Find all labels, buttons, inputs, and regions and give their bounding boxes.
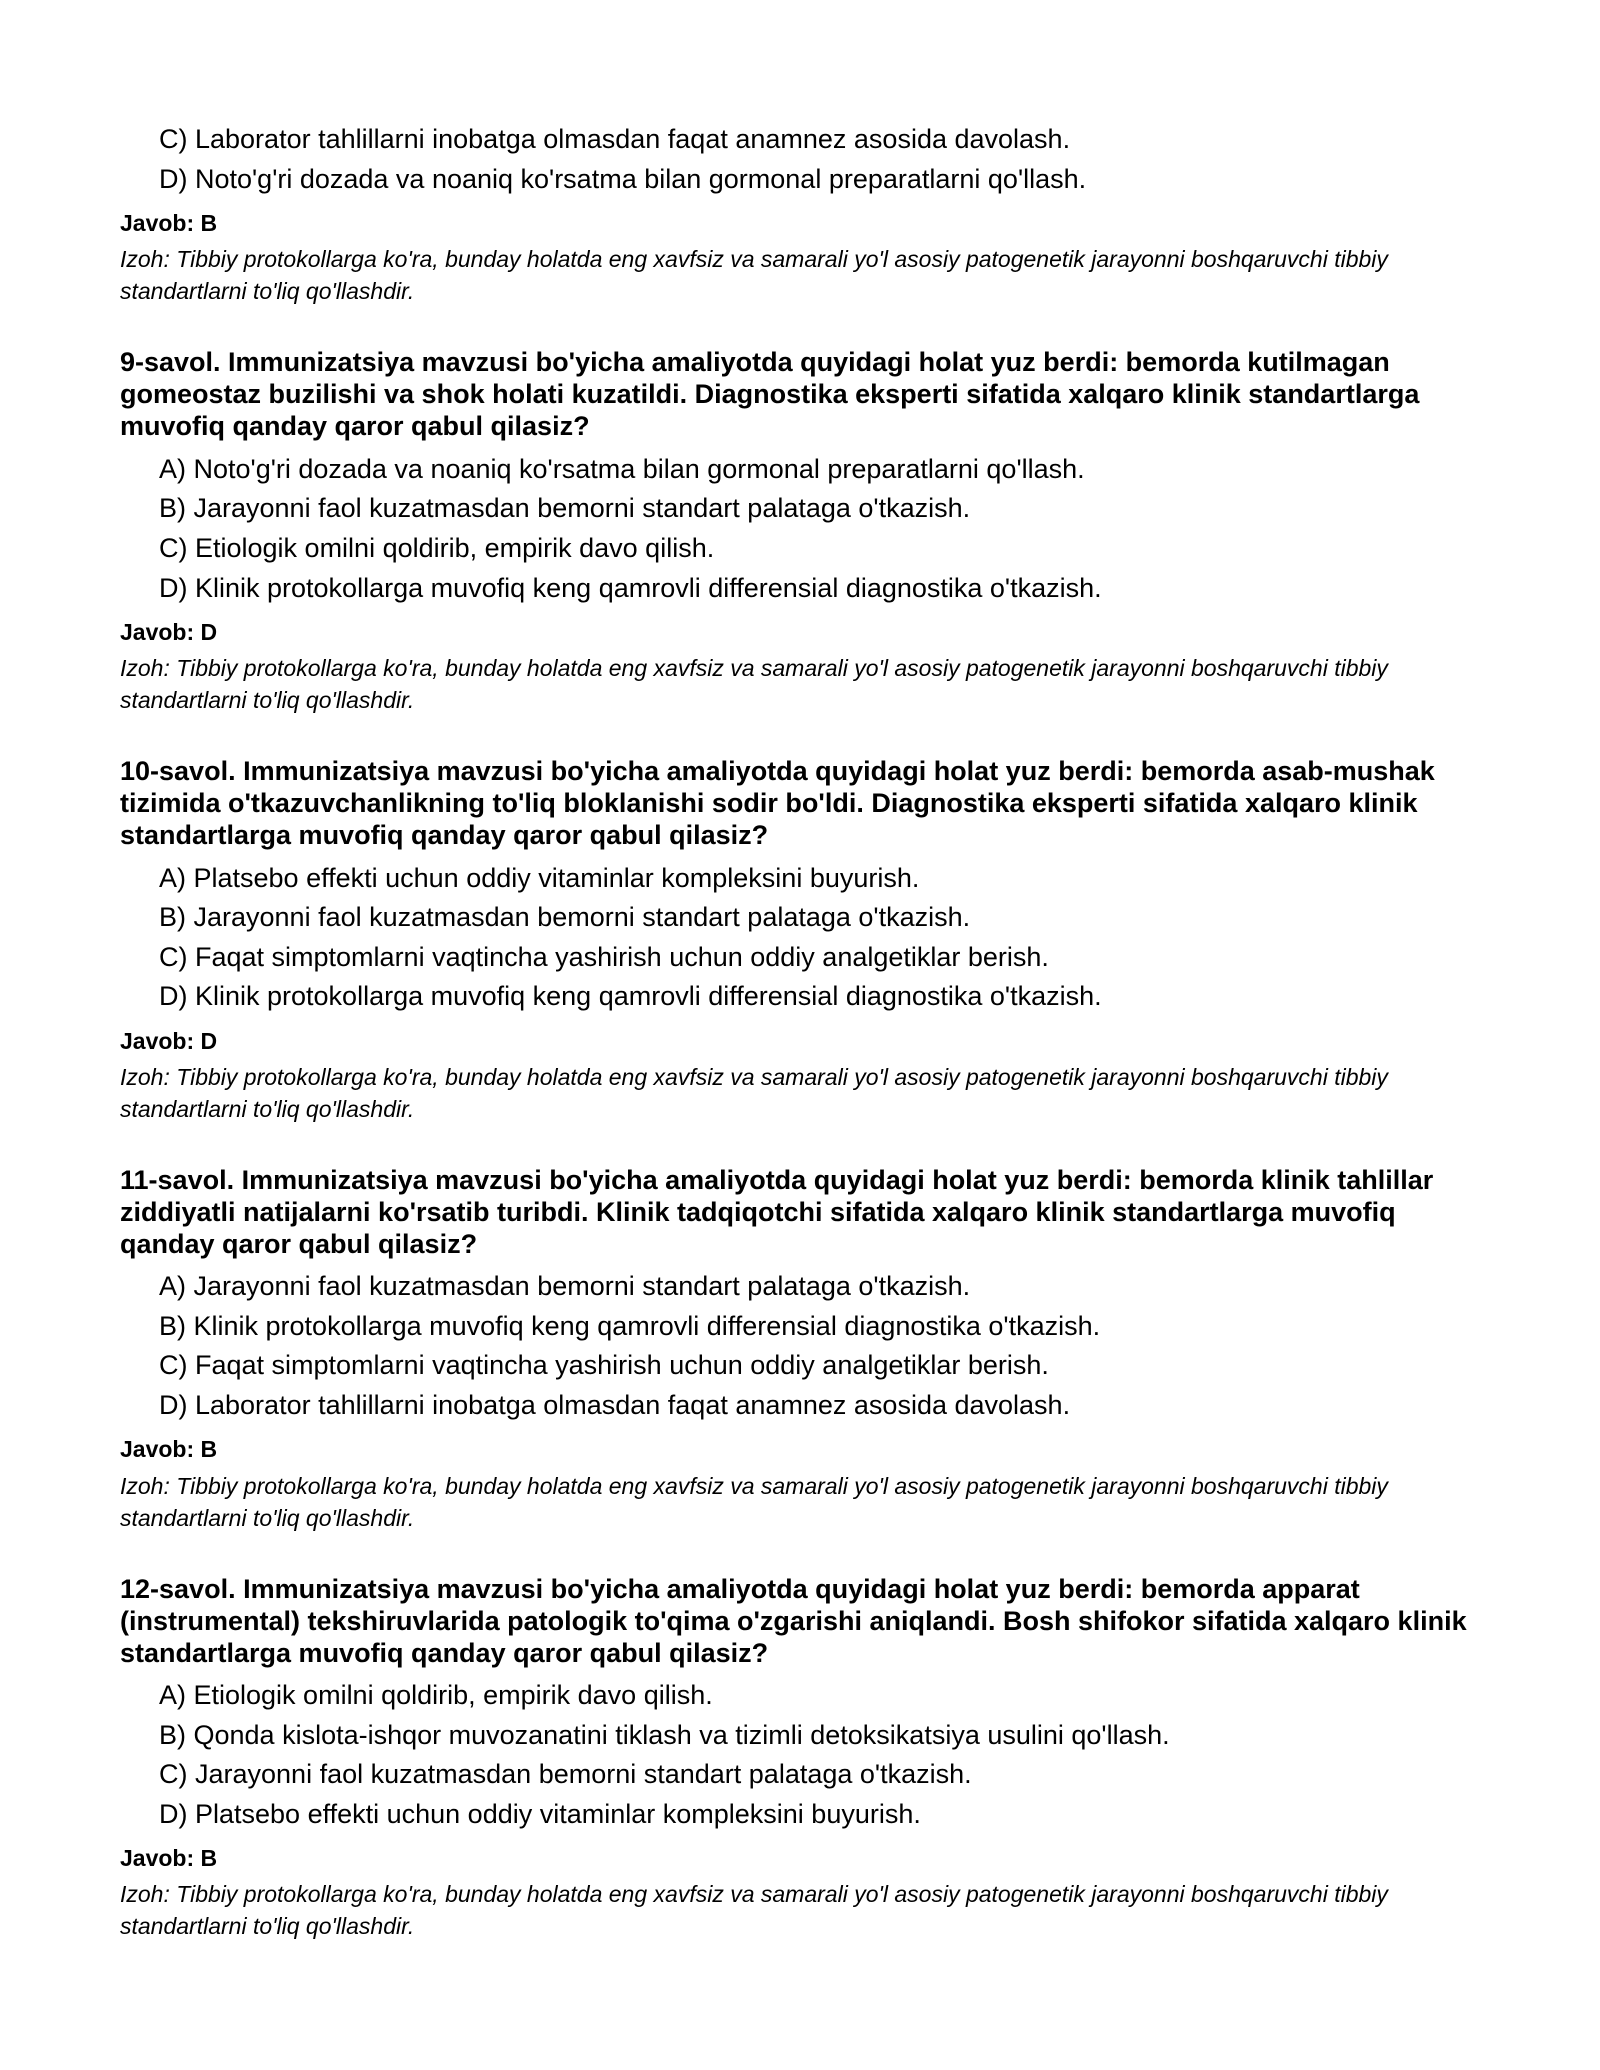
question-11-option-a: A) Jarayonni faol kuzatmasdan bemorni standart palataga o'tkazish. xyxy=(159,1271,971,1301)
question-9-note: Izoh: Tibbiy protokollarga ko'ra, bunday holatda eng xavfsiz va samarali yo'l asosiy patogenetik jarayonni boshqaruvchi tibbiy standartlarni to'liq qo'llashdir. xyxy=(120,655,1388,713)
question-12-note: Izoh: Tibbiy protokollarga ko'ra, bunday holatda eng xavfsiz va samarali yo'l asosiy patogenetik jarayonni boshqaruvchi tibbiy standartlarni to'liq qo'llashdir. xyxy=(120,1881,1388,1939)
question-12-answer: Javob: B xyxy=(120,1845,218,1871)
question-12-option-d: D) Platsebo effekti uchun oddiy vitaminlar kompleksini buyurish. xyxy=(159,1799,921,1829)
question-12-option-c: C) Jarayonni faol kuzatmasdan bemorni standart palataga o'tkazish. xyxy=(159,1759,972,1789)
question-11-note: Izoh: Tibbiy protokollarga ko'ra, bunday holatda eng xavfsiz va samarali yo'l asosiy patogenetik jarayonni boshqaruvchi tibbiy standartlarni to'liq qo'llashdir. xyxy=(120,1473,1388,1531)
question-10-text: 10-savol. Immunizatsiya mavzusi bo'yicha amaliyotda quyidagi holat yuz berdi: bemorda asab-mushak tizimida o'tkazuvchanlikning to'liq bloklanishi sodir bo'ldi. Diagnostika eksperti sifatida xalqaro klinik standartlarga muvofiq qanday qaror qabul qilasiz? xyxy=(120,756,1435,850)
question-12-option-a: A) Etiologik omilni qoldirib, empirik davo qilish. xyxy=(159,1680,713,1710)
question-9-answer: Javob: D xyxy=(120,619,218,645)
answer-label: Javob: B xyxy=(120,210,218,236)
option-c: C) Laborator tahlillarni inobatga olmasdan faqat anamnez asosida davolash. xyxy=(159,124,1071,154)
question-9-text: 9-savol. Immunizatsiya mavzusi bo'yicha amaliyotda quyidagi holat yuz berdi: bemorda kutilmagan gomeostaz buzilishi va shok holati kuzatildi. Diagnostika eksperti sifatida xalqaro klinik standartlarga muvofiq qanday qaror qabul qilasiz? xyxy=(120,347,1420,441)
question-10-option-b: B) Jarayonni faol kuzatmasdan bemorni standart palataga o'tkazish. xyxy=(159,902,971,932)
option-d: D) Noto'g'ri dozada va noaniq ko'rsatma bilan gormonal preparatlarni qo'llash. xyxy=(159,164,1087,194)
question-9-option-b: B) Jarayonni faol kuzatmasdan bemorni standart palataga o'tkazish. xyxy=(159,493,971,523)
question-10-option-a: A) Platsebo effekti uchun oddiy vitaminlar kompleksini buyurish. xyxy=(159,863,920,893)
question-9-option-d: D) Klinik protokollarga muvofiq keng qamrovli differensial diagnostika o'tkazish. xyxy=(159,573,1102,603)
question-9-option-a: A) Noto'g'ri dozada va noaniq ko'rsatma bilan gormonal preparatlarni qo'llash. xyxy=(159,454,1085,484)
question-10-option-c: C) Faqat simptomlarni vaqtincha yashirish uchun oddiy analgetiklar berish. xyxy=(159,942,1049,972)
explanation-note: Izoh: Tibbiy protokollarga ko'ra, bunday holatda eng xavfsiz va samarali yo'l asosiy patogenetik jarayonni boshqaruvchi tibbiy standartlarni to'liq qo'llashdir. xyxy=(120,246,1388,304)
question-12-text: 12-savol. Immunizatsiya mavzusi bo'yicha amaliyotda quyidagi holat yuz berdi: bemorda apparat (instrumental) tekshiruvlarida patologik to'qima o'zgarishi aniqlandi. Bosh shifokor sifatida xalqaro klinik standartlarga muvofiq qanday qaror qabul qilasiz? xyxy=(120,1574,1467,1668)
question-11-option-d: D) Laborator tahlillarni inobatga olmasdan faqat anamnez asosida davolash. xyxy=(159,1390,1071,1420)
question-11-option-c: C) Faqat simptomlarni vaqtincha yashirish uchun oddiy analgetiklar berish. xyxy=(159,1350,1049,1380)
question-10-option-d: D) Klinik protokollarga muvofiq keng qamrovli differensial diagnostika o'tkazish. xyxy=(159,981,1102,1011)
question-11-text: 11-savol. Immunizatsiya mavzusi bo'yicha amaliyotda quyidagi holat yuz berdi: bemorda klinik tahlillar ziddiyatli natijalarni ko'rsatib turibdi. Klinik tadqiqotchi sifatida xalqaro klinik standartlarga muvofiq qanday qaror qabul qilasiz? xyxy=(120,1165,1434,1259)
question-11-answer: Javob: B xyxy=(120,1436,218,1462)
question-11-option-b: B) Klinik protokollarga muvofiq keng qamrovli differensial diagnostika o'tkazish. xyxy=(159,1311,1101,1341)
question-10-note: Izoh: Tibbiy protokollarga ko'ra, bunday holatda eng xavfsiz va samarali yo'l asosiy patogenetik jarayonni boshqaruvchi tibbiy standartlarni to'liq qo'llashdir. xyxy=(120,1064,1388,1122)
question-9-option-c: C) Etiologik omilni qoldirib, empirik davo qilish. xyxy=(159,533,715,563)
question-12-option-b: B) Qonda kislota-ishqor muvozanatini tiklash va tizimli detoksikatsiya usulini qo'llash. xyxy=(159,1720,1170,1750)
question-10-answer: Javob: D xyxy=(120,1028,218,1054)
